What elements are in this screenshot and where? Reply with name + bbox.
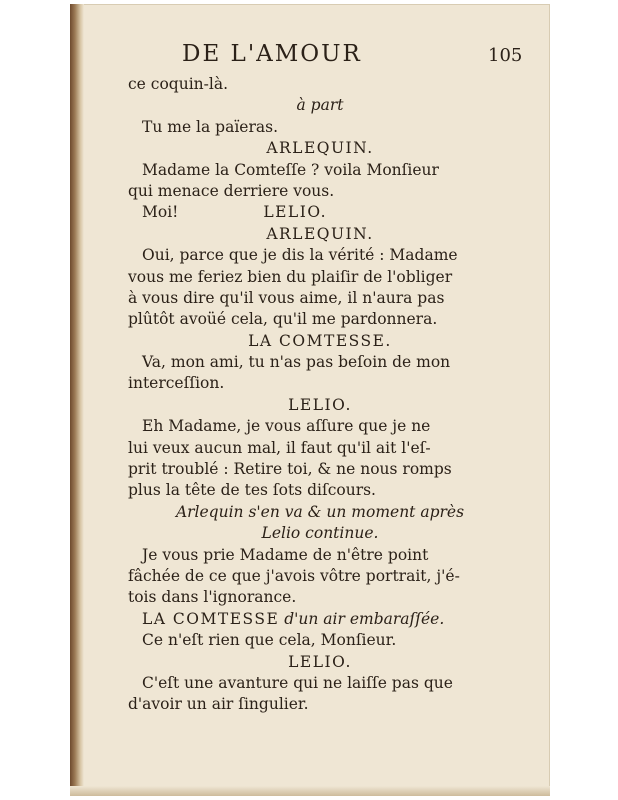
text-line: C'eſt une avanture qui ne laiſſe pas que [142, 673, 453, 692]
speaker-name: LA COMTESSE [142, 609, 280, 628]
text-line: tois dans l'ignorance. [128, 588, 297, 607]
book-spine [70, 4, 84, 796]
book-page [70, 4, 550, 796]
text-line: Madame la Comteſſe ? voila Monſieur [142, 160, 439, 179]
speaker-name: LA COMTESSE. [248, 331, 392, 350]
text-line: qui menace derriere vous. [128, 181, 335, 200]
speaker-name: LELIO. [288, 395, 352, 414]
text-line: d'avoir un air ſingulier. [128, 695, 309, 714]
speaker-name: LELIO. [263, 203, 328, 222]
stage-direction: à part [296, 96, 344, 115]
stage-direction: d'un air embaraſſée. [284, 609, 445, 628]
page-number: 105 [488, 45, 523, 66]
text-line: Tu me la païeras. [142, 117, 278, 136]
text-fragment: Moi! [142, 203, 179, 222]
text-line: lui veux aucun mal, il faut qu'il ait l'eſ- [128, 438, 431, 457]
text-line: à vous dire qu'il vous aime, il n'aura pas [128, 288, 445, 307]
text-line: ce coquin-là. [128, 75, 229, 93]
text-line: interceſſion. [128, 374, 225, 393]
page-bottom-edge [70, 786, 550, 796]
text-line: Eh Madame, je vous aſſure que je ne [142, 417, 431, 436]
speaker-name: LELIO. [288, 652, 352, 671]
page-text [128, 74, 512, 716]
running-title: DE L'AMOUR [182, 41, 362, 67]
text-line-with-speaker [128, 609, 512, 630]
speaker-name: ARLEQUIN. [266, 139, 374, 158]
text-line: prit troublé : Retire toi, & ne nous romps [128, 460, 452, 479]
text-line: Je vous prie Madame de n'être point [142, 545, 429, 564]
text-line-with-speaker [128, 202, 512, 223]
text-line: Ce n'eſt rien que cela, Monſieur. [142, 631, 397, 650]
stage-direction: Lelio continue. [261, 524, 379, 543]
text-line: plus la tête de tes ſots diſcours. [128, 481, 376, 500]
text-line: vous me feriez bien du plaiſir de l'obliger [128, 267, 453, 286]
text-line: fâchée de ce que j'avois vôtre portrait, j'é- [128, 566, 460, 585]
text-line: plûtôt avoüé cela, qu'il me pardonnera. [128, 310, 438, 329]
text-line: Va, mon ami, tu n'as pas beſoin de mon [142, 353, 451, 372]
stage-direction: Arlequin s'en va & un moment après [175, 502, 465, 521]
text-line: Oui, parce que je dis la vérité : Madame [142, 246, 458, 265]
speaker-name: ARLEQUIN. [266, 224, 374, 243]
